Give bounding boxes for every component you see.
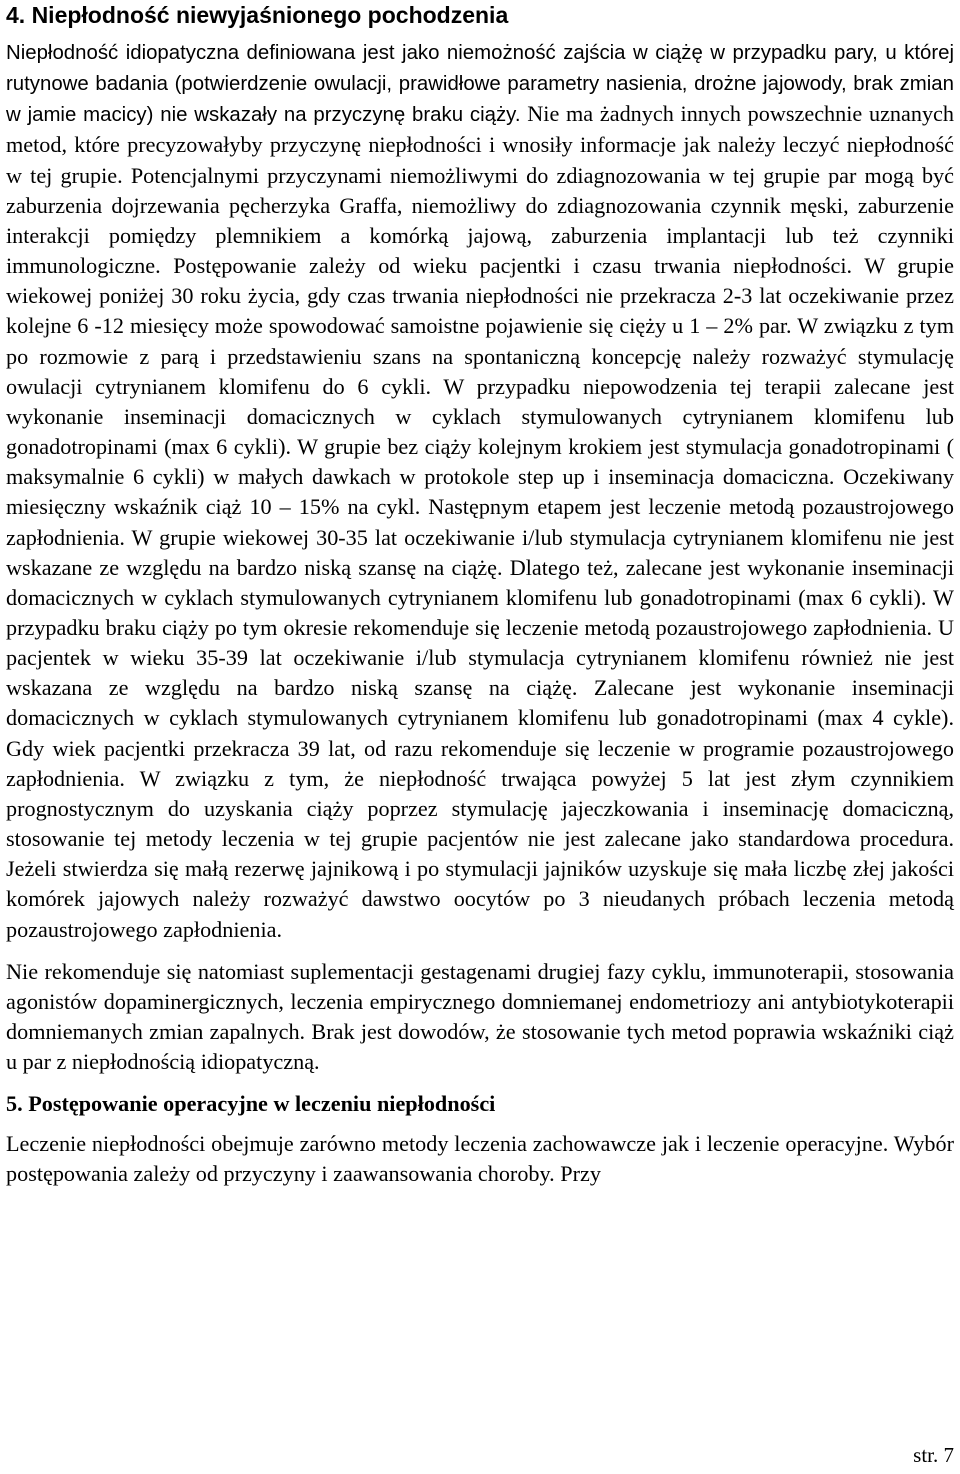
section-4-heading: 4. Niepłodność niewyjaśnionego pochodzenia bbox=[6, 2, 509, 28]
document-page bbox=[6, 0, 954, 1190]
section-5-paragraph-1: Leczenie niepłodności obejmuje zarówno metody leczenia zachowawcze jak i leczenie operacyjne. Wybór postępowania zależy od przyczyny i zaawansowania choroby. Przy bbox=[6, 1131, 954, 1187]
page-number: str. 7 bbox=[913, 1443, 954, 1467]
section-4-paragraph-2: Nie rekomenduje się natomiast suplementacji gestagenami drugiej fazy cyklu, immunoterapii, stosowania agonistów dopaminergicznych, leczenia empirycznego domniemanej endometriozy ani antybiotykoterapii domniemanych zmian zapalnych. Brak jest dowodów, że stosowanie tych metod poprawia wskaźniki ciąż u par z niepłodnością idiopatyczną. bbox=[6, 958, 954, 1075]
paragraph-1-middle: Nie ma żadnych innych powszechnie uznanych metod, które precyzowałyby przyczynę niepłodności i wnosiły informacje jak należy leczyć niepłodność w tej grupie. bbox=[6, 101, 954, 188]
section-5-heading: 5. Postępowanie operacyjne w leczeniu niepłodności bbox=[6, 1091, 496, 1117]
paragraph-1-rest: Potencjalnymi przyczynami niemożliwymi do zdiagnozowania w tej grupie par mogą być zaburzenia dojrzewania pęcherzyka Graffa, niemożliwy do zdiagnozowania czynnik męski, zaburzenie interakcji pomiędzy plemnikiem a komórką jajową, zaburzenia implantacji lub też czynniki immunologiczne. Postępowanie zależy od wieku pacjentki i czasu trwania niepłodności. W grupie wiekowej poniżej 30 roku życia, gdy czas trwania niepłodności nie przekracza 2-3 lat oczekiwanie przez kolejne 6 -12 miesięcy może spowodować samoistne pojawienie się cięży u 1 – 2% par. W związku z tym po rozmowie z parą i przedstawieniu szans na spontaniczną koncepcję należy rozważyć stymulację owulacji cytrynianem klomifenu do 6 cykli. W przypadku niepowodzenia tej terapii zalecane jest wykonanie inseminacji domacicznych w cyklach stymulowanych cytrynianem klomifenu lub gonadotropinami (max 6 cykli). W grupie bez ciąży kolejnym krokiem jest stymulacja gonadotropinami ( maksymalnie 6 cykli) w małych dawkach w protokole step up i inseminacja domaciczna. Oczekiwany miesięczny wskaźnik ciąż 10 – 15% na cykl. Następnym etapem jest leczenie metodą pozaustrojowego zapłodnienia. W grupie wiekowej 30-35 lat oczekiwanie i/lub stymulacja cytrynianem klomifenu nie jest wskazane ze względu na bardzo niską szansę na ciążę. Dlatego też, zalecane jest wykonanie inseminacji domacicznych w cyklach stymulowanych cytrynianem klomifenu lub gonadotropinami (max 6 cykli). W przypadku braku ciąży po tym okresie rekomenduje się leczenie metodą pozaustrojowego zapłodnienia. U pacjentek w wieku 35-39 lat oczekiwanie i/lub stymulacja cytrynianem klomifenu również nie jest wskazana ze względu na bardzo niską szansę na ciążę. Zalecane jest wykonanie inseminacji domacicznych w cyklach stymulowanych cytrynianem klomifenu lub gonadotropinami (max 4 cykle). Gdy wiek pacjentki przekracza 39 lat, od razu rekomenduje się leczenie w programie pozaustrojowego zapłodnienia. W związku z tym, że niepłodność trwająca powyżej 5 lat jest złym czynnikiem prognostycznym do uzyskania ciąży poprzez stymulację jajeczkowania i inseminację domaciczną, stosowanie tej metody leczenia w tej grupie pacjentów nie jest zalecane jako standardowa procedura. Jeżeli stwierdza się małą rezerwę jajnikową i po stymulacji jajników uzyskuje się mała liczbę złej jakości komórek jajowych należy rozważyć dawstwo oocytów po 3 nieudanych próbach leczenia metodą pozaustrojowego zapłodnienia. bbox=[6, 162, 954, 942]
paragraph-1-intro: Niepłodność idiopatyczna definiowana jest jako niemożność zajścia w ciążę w przypadku pary, u której rutynowe badania (potwierdzenie owulacji, prawidłowe parametry nasienia, drożne jajowody, brak zmian w jamie macicy) nie wskazały na przyczynę braku ciąży. bbox=[6, 42, 954, 127]
section-4-paragraph-1 bbox=[6, 37, 954, 945]
